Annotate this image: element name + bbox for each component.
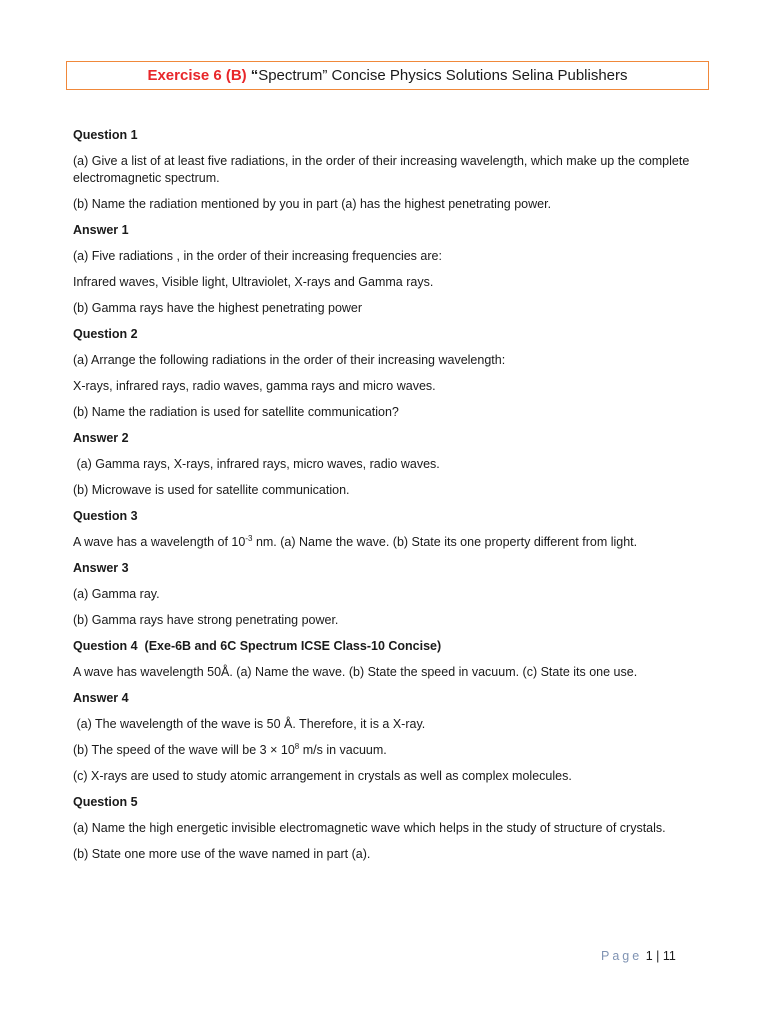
question-text: X-rays, infrared rays, radio waves, gamma rays and micro waves. bbox=[73, 379, 436, 393]
question-text: (b) Name the radiation mentioned by you in part (a) has the highest penetrating power. bbox=[73, 197, 552, 211]
exercise-label: Exercise 6 (B) bbox=[147, 67, 247, 84]
question-text: (a) Give a list of at least five radiations, in the order of their increasing wavelength, which make up the complete electromagnetic spectrum. bbox=[73, 154, 690, 185]
answer-text: (a) The wavelength of the wave is 50 Å. Therefore, it is a X-ray. bbox=[73, 717, 426, 731]
page-total: 11 bbox=[662, 949, 676, 963]
answer-heading: Answer 3 bbox=[73, 561, 129, 575]
superscript: 8 bbox=[294, 741, 300, 751]
answer-text: (a) Gamma rays, X-rays, infrared rays, micro waves, radio waves. bbox=[73, 457, 440, 471]
answer-text: (b) Microwave is used for satellite communication. bbox=[73, 483, 350, 497]
question-text: A wave has wavelength 50Å. (a) Name the wave. (b) State the speed in vacuum. (c) State its one use. bbox=[73, 665, 638, 679]
text-run: m/s in vacuum. bbox=[299, 743, 387, 757]
page-word: Page bbox=[601, 949, 643, 963]
answer-heading: Answer 1 bbox=[73, 223, 129, 237]
question-heading: Question 2 bbox=[73, 327, 138, 341]
page-number: 1 bbox=[645, 949, 653, 963]
document-body bbox=[73, 127, 713, 872]
question-text: (a) Name the high energetic invisible electromagnetic wave which helps in the study of structure of crystals. bbox=[73, 821, 666, 835]
answer-text: (a) Five radiations , in the order of their increasing frequencies are: bbox=[73, 249, 442, 263]
answer-text: (c) X-rays are used to study atomic arrangement in crystals as well as complex molecules. bbox=[73, 769, 572, 783]
question-text: (b) Name the radiation is used for satellite communication? bbox=[73, 405, 399, 419]
answer-heading: Answer 2 bbox=[73, 431, 129, 445]
question-text bbox=[73, 534, 713, 551]
answer-text bbox=[73, 742, 713, 759]
page-footer bbox=[601, 949, 676, 963]
answer-text: Infrared waves, Visible light, Ultraviolet, X-rays and Gamma rays. bbox=[73, 275, 434, 289]
question-heading: Question 1 bbox=[73, 128, 138, 142]
question-heading: Question 3 bbox=[73, 509, 138, 523]
page-separator: | bbox=[656, 949, 660, 963]
text-run: (b) The speed of the wave will be 3 × 10 bbox=[73, 743, 295, 757]
text-run: nm. (a) Name the wave. (b) State its one property different from light. bbox=[252, 535, 638, 549]
text-run: A wave has a wavelength of 10 bbox=[73, 535, 246, 549]
superscript: -3 bbox=[245, 533, 253, 543]
answer-text: (b) Gamma rays have strong penetrating power. bbox=[73, 613, 339, 627]
page-title: Spectrum” Concise Physics Solutions Selina Publishers bbox=[258, 67, 628, 84]
answer-heading: Answer 4 bbox=[73, 691, 129, 705]
question-heading: Question 5 bbox=[73, 795, 138, 809]
title-box bbox=[66, 61, 709, 90]
answer-text: (a) Gamma ray. bbox=[73, 587, 160, 601]
question-text: (a) Arrange the following radiations in the order of their increasing wavelength: bbox=[73, 353, 506, 367]
question-text: (b) State one more use of the wave named in part (a). bbox=[73, 847, 371, 861]
title-open-quote: “ bbox=[250, 67, 259, 84]
question-heading: Question 4 (Exe-6B and 6C Spectrum ICSE Class-10 Concise) bbox=[73, 639, 442, 653]
answer-text: (b) Gamma rays have the highest penetrating power bbox=[73, 301, 363, 315]
